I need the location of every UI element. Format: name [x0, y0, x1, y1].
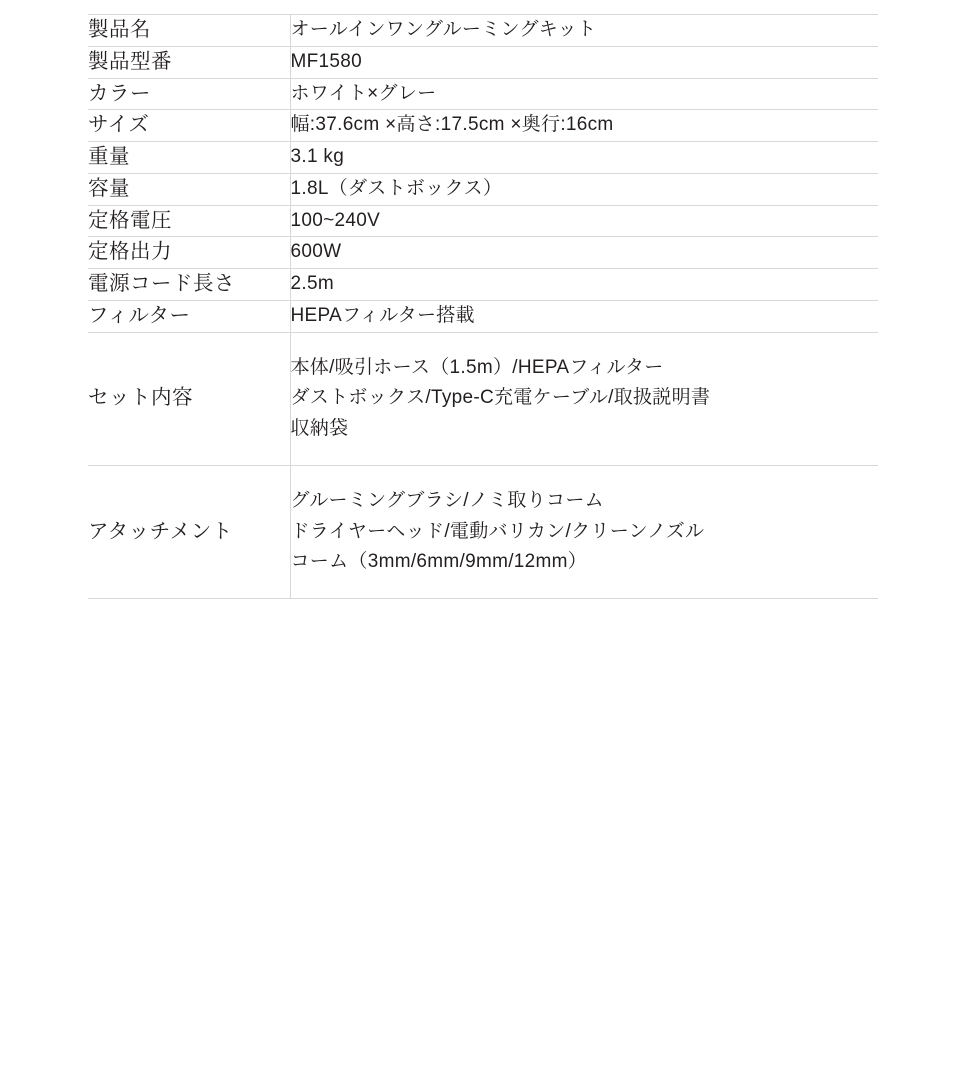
- spec-label-model-number: 製品型番: [88, 46, 290, 78]
- spec-label-product-name: 製品名: [88, 15, 290, 47]
- spec-label-attachments: アタッチメント: [88, 465, 290, 598]
- table-row: [88, 46, 878, 78]
- spec-value-line: 収納袋: [290, 418, 349, 440]
- spec-value-power-cord-length: 2.5m: [290, 273, 334, 295]
- spec-value-line: ダストボックス/Type-C充電ケーブル/取扱説明書: [290, 387, 711, 409]
- spec-value-line: グルーミングブラシ/ノミ取りコーム: [290, 489, 604, 511]
- spec-value-rated-voltage: 100~240V: [290, 209, 381, 231]
- spec-value-model-number: MF1580: [290, 50, 363, 72]
- spec-table-container: [88, 14, 878, 599]
- table-row: [88, 332, 878, 465]
- spec-value-capacity: 1.8L（ダストボックス）: [290, 177, 503, 199]
- table-row: [88, 237, 878, 269]
- spec-value-line: ドライヤーヘッド/電動バリカン/クリーンノズル: [290, 520, 705, 542]
- spec-label-set-contents: セット内容: [88, 332, 290, 465]
- spec-value-product-name: オールインワングルーミングキット: [290, 19, 597, 40]
- table-row: [88, 15, 878, 47]
- table-row: [88, 300, 878, 332]
- product-spec-table: [88, 14, 878, 599]
- table-row: [88, 78, 878, 110]
- spec-label-color: カラー: [88, 78, 290, 110]
- table-row: [88, 142, 878, 174]
- spec-value-line: コーム（3mm/6mm/9mm/12mm）: [290, 551, 588, 573]
- table-row: [88, 173, 878, 205]
- spec-label-filter: フィルター: [88, 300, 290, 332]
- spec-value-line: 本体/吸引ホース（1.5m）/HEPAフィルター: [290, 356, 664, 378]
- spec-label-capacity: 容量: [88, 173, 290, 205]
- spec-value-size: 幅:37.6cm ×高さ:17.5cm ×奥行:16cm: [290, 114, 614, 136]
- spec-value-rated-output: 600W: [290, 241, 342, 263]
- table-row: [88, 465, 878, 598]
- spec-label-rated-voltage: 定格電圧: [88, 205, 290, 237]
- spec-label-power-cord-length: 電源コード長さ: [88, 269, 290, 301]
- table-row: [88, 110, 878, 142]
- spec-value-color: ホワイト×グレー: [290, 82, 437, 104]
- spec-label-size: サイズ: [88, 110, 290, 142]
- spec-value-weight: 3.1 kg: [290, 146, 345, 168]
- spec-value-filter: HEPAフィルター搭載: [290, 304, 475, 326]
- spec-value-attachments: [290, 465, 878, 598]
- table-row: [88, 205, 878, 237]
- spec-label-weight: 重量: [88, 142, 290, 174]
- table-row: [88, 269, 878, 301]
- spec-value-set-contents: [290, 332, 878, 465]
- spec-label-rated-output: 定格出力: [88, 237, 290, 269]
